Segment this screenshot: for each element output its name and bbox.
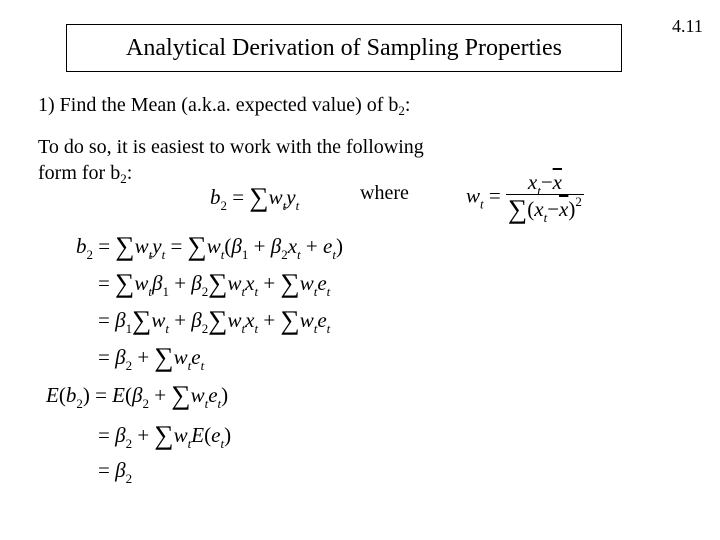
intro-line-2-suffix: : bbox=[126, 162, 133, 184]
derivation-line-2: = $\sum w_t\beta_1 + \beta_2\sum w_tx_t + \sum w_te_t$ bbox=[98, 268, 331, 299]
intro-line-2-sub: 2 bbox=[120, 171, 127, 186]
intro-line-2-prefix: form for b bbox=[38, 162, 121, 184]
step-1-text bbox=[38, 94, 410, 117]
where-label: where bbox=[360, 182, 409, 204]
equation-b2-definition: $b_2 = \sum w_ty_t$ bbox=[210, 182, 300, 213]
derivation-line-1: $b_2 = \sum w_ty_t = \sum w_t(\beta_1 + \beta_2x_t + e_t)$ bbox=[76, 231, 343, 262]
slide-number: 4.11 bbox=[672, 16, 703, 36]
step-1-sub: 2 bbox=[398, 103, 405, 118]
equation-weight-definition: $w_t$ = $\frac{x_t-\overline{x}}{\sum(x_t-\overline{x})^2}$ bbox=[466, 170, 582, 225]
expectation-line-1: $E(b_2) = E(\beta_2 + \sum w_te_t)$ bbox=[46, 380, 229, 411]
weight-fraction: $\frac{x_t-\overline{x}}{\sum(x_t-\overline{x})^2}$ bbox=[507, 170, 582, 225]
derivation-line-3: = $\beta_1\sum w_t + \beta_2\sum w_tx_t + \sum w_te_t$ bbox=[98, 305, 331, 336]
intro-line-2 bbox=[38, 162, 132, 185]
intro-line: To do so, it is easiest to work with the following bbox=[38, 136, 424, 158]
slide-title bbox=[66, 24, 622, 72]
step-1-suffix: : bbox=[404, 94, 411, 116]
step-1-prefix: 1) Find the Mean (a.k.a. expected value) of b bbox=[38, 94, 399, 116]
derivation-line-4: = $\beta_2 + \sum w_te_t$ bbox=[98, 342, 205, 373]
slide-title-text: Analytical Derivation of Sampling Properties bbox=[126, 34, 562, 61]
expectation-result: = $\beta_2$ bbox=[98, 458, 133, 486]
expectation-line-2: = $\beta_2 + \sum w_tE(e_t)$ bbox=[98, 420, 232, 451]
